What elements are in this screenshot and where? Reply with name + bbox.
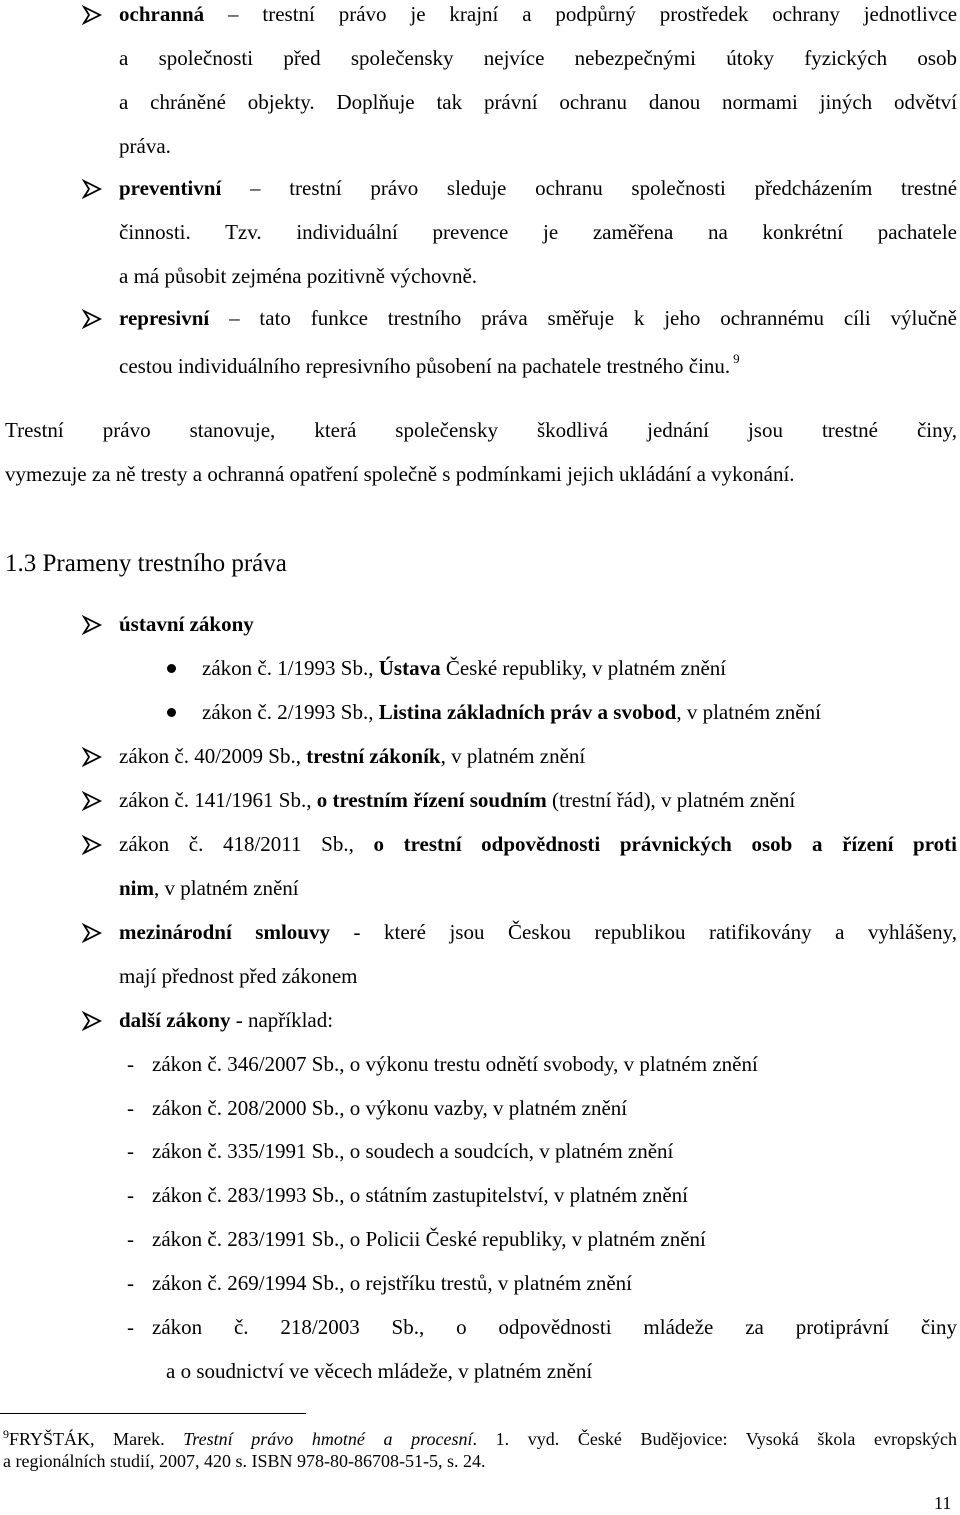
arrow-bullet-icon: [82, 747, 102, 767]
dalsi-item-7-line2: a o soudnictví ve věcech mládeže, v platném znění: [166, 1359, 593, 1383]
dash-bullet: -: [127, 1271, 134, 1295]
dash-bullet: -: [127, 1183, 134, 1207]
dalsi-item-7-line1: zákon č. 218/2003 Sb., o odpovědnosti mládeže za protiprávní činy: [152, 1315, 957, 1339]
arrow-bullet-icon: [82, 923, 102, 943]
arrow-bullet-icon: [82, 1011, 102, 1031]
dot-bullet-icon: [167, 664, 176, 673]
dalsi-zakony-title: další zákony - například:: [119, 1008, 334, 1032]
bullet-ochranna-line2: a společnosti před společensky nejvíce nebezpečnými útoky fyzických osob: [119, 46, 957, 70]
paragraph-line2: vymezuje za ně tresty a ochranná opatření společně s podmínkami jejich ukládání a vykonání.: [5, 462, 795, 486]
ustavni-item-1: zákon č. 1/1993 Sb., Ústava České republiky, v platném znění: [202, 656, 727, 680]
bullet-preventivni-line2: činnosti. Tzv. individuální prevence je zaměřena na konkrétní pachatele: [119, 220, 957, 244]
zakon-418-2011-line2: nim, v platném znění: [119, 876, 299, 900]
dalsi-item-4: zákon č. 283/1993 Sb., o státním zastupitelství, v platném znění: [152, 1183, 688, 1207]
arrow-bullet-icon: [82, 791, 102, 811]
dash-bullet: -: [127, 1139, 134, 1163]
ustavni-item-2: zákon č. 2/1993 Sb., Listina základních práv a svobod, v platném znění: [202, 700, 821, 724]
bullet-represivni-line2: cestou individuálního represivního působení na pachatele trestného činu. $^9$: [119, 351, 740, 378]
arrow-bullet-icon: [82, 179, 102, 199]
footnote-ref[interactable]: 9: [733, 351, 740, 366]
zakon-141-1961: zákon č. 141/1961 Sb., o trestním řízení soudním (trestní řád), v platném znění: [119, 788, 796, 812]
arrow-bullet-icon: [82, 5, 102, 25]
dash-bullet: -: [127, 1052, 134, 1076]
mezinarodni-line2: mají přednost před zákonem: [119, 964, 358, 988]
paragraph-line1: Trestní právo stanovuje, která společensky škodlivá jednání jsou trestné činy,: [5, 418, 957, 442]
dalsi-item-5: zákon č. 283/1991 Sb., o Policii České republiky, v platném znění: [152, 1227, 706, 1251]
dash-bullet: -: [127, 1315, 134, 1339]
bullet-represivni-line1: represivní – tato funkce trestního práva směřuje k jeho ochrannému cíli výlučně: [119, 306, 957, 330]
footnote-separator: [0, 1413, 306, 1414]
ustavni-zakony-title: ústavní zákony: [119, 612, 254, 636]
dot-bullet-icon: [167, 708, 176, 717]
bullet-preventivni-line3: a má působit zejména pozitivně výchovně.: [119, 264, 478, 288]
arrow-bullet-icon: [82, 309, 102, 329]
zakon-40-2009: zákon č. 40/2009 Sb., trestní zákoník, v platném znění: [119, 744, 586, 768]
bullet-ochranna-line3: a chráněné objekty. Doplňuje tak právní ochranu danou normami jiných odvětví: [119, 90, 957, 114]
page-number: 11: [934, 1493, 952, 1513]
footnote-line1: $^9$FRYŠTÁK, Marek. Trestní právo hmotné a procesní. 1. vyd. České Budějovice: Vysoká škola evropských: [3, 1427, 957, 1449]
footnote-line2: a regionálních studií, 2007, 420 s. ISBN 978-80-86708-51-5, s. 24.: [3, 1451, 486, 1471]
bullet-ochranna-line4: práva.: [119, 134, 171, 158]
dalsi-item-3: zákon č. 335/1991 Sb., o soudech a soudcích, v platném znění: [152, 1139, 674, 1163]
bullet-ochranna-line1: ochranná – trestní právo je krajní a podpůrný prostředek ochrany jednotlivce: [119, 2, 958, 26]
arrow-bullet-icon: [82, 615, 102, 635]
dalsi-item-6: zákon č. 269/1994 Sb., o rejstříku trestů, v platném znění: [152, 1271, 632, 1295]
zakon-418-2011-line1: zákon č. 418/2011 Sb., o trestní odpovědnosti právnických osob a řízení proti: [119, 832, 957, 856]
dalsi-item-2: zákon č. 208/2000 Sb., o výkonu vazby, v platném znění: [152, 1096, 628, 1120]
section-heading: 1.3 Prameny trestního práva: [5, 550, 287, 577]
dalsi-item-1: zákon č. 346/2007 Sb., o výkonu trestu odnětí svobody, v platném znění: [152, 1052, 758, 1076]
dash-bullet: -: [127, 1096, 134, 1120]
arrow-bullet-icon: [82, 835, 102, 855]
mezinarodni-line1: mezinárodní smlouvy - které jsou Českou republikou ratifikovány a vyhlášeny,: [119, 920, 957, 944]
dash-bullet: -: [127, 1227, 134, 1251]
bullet-preventivni-line1: preventivní – trestní právo sleduje ochranu společnosti předcházením trestné: [119, 176, 958, 200]
